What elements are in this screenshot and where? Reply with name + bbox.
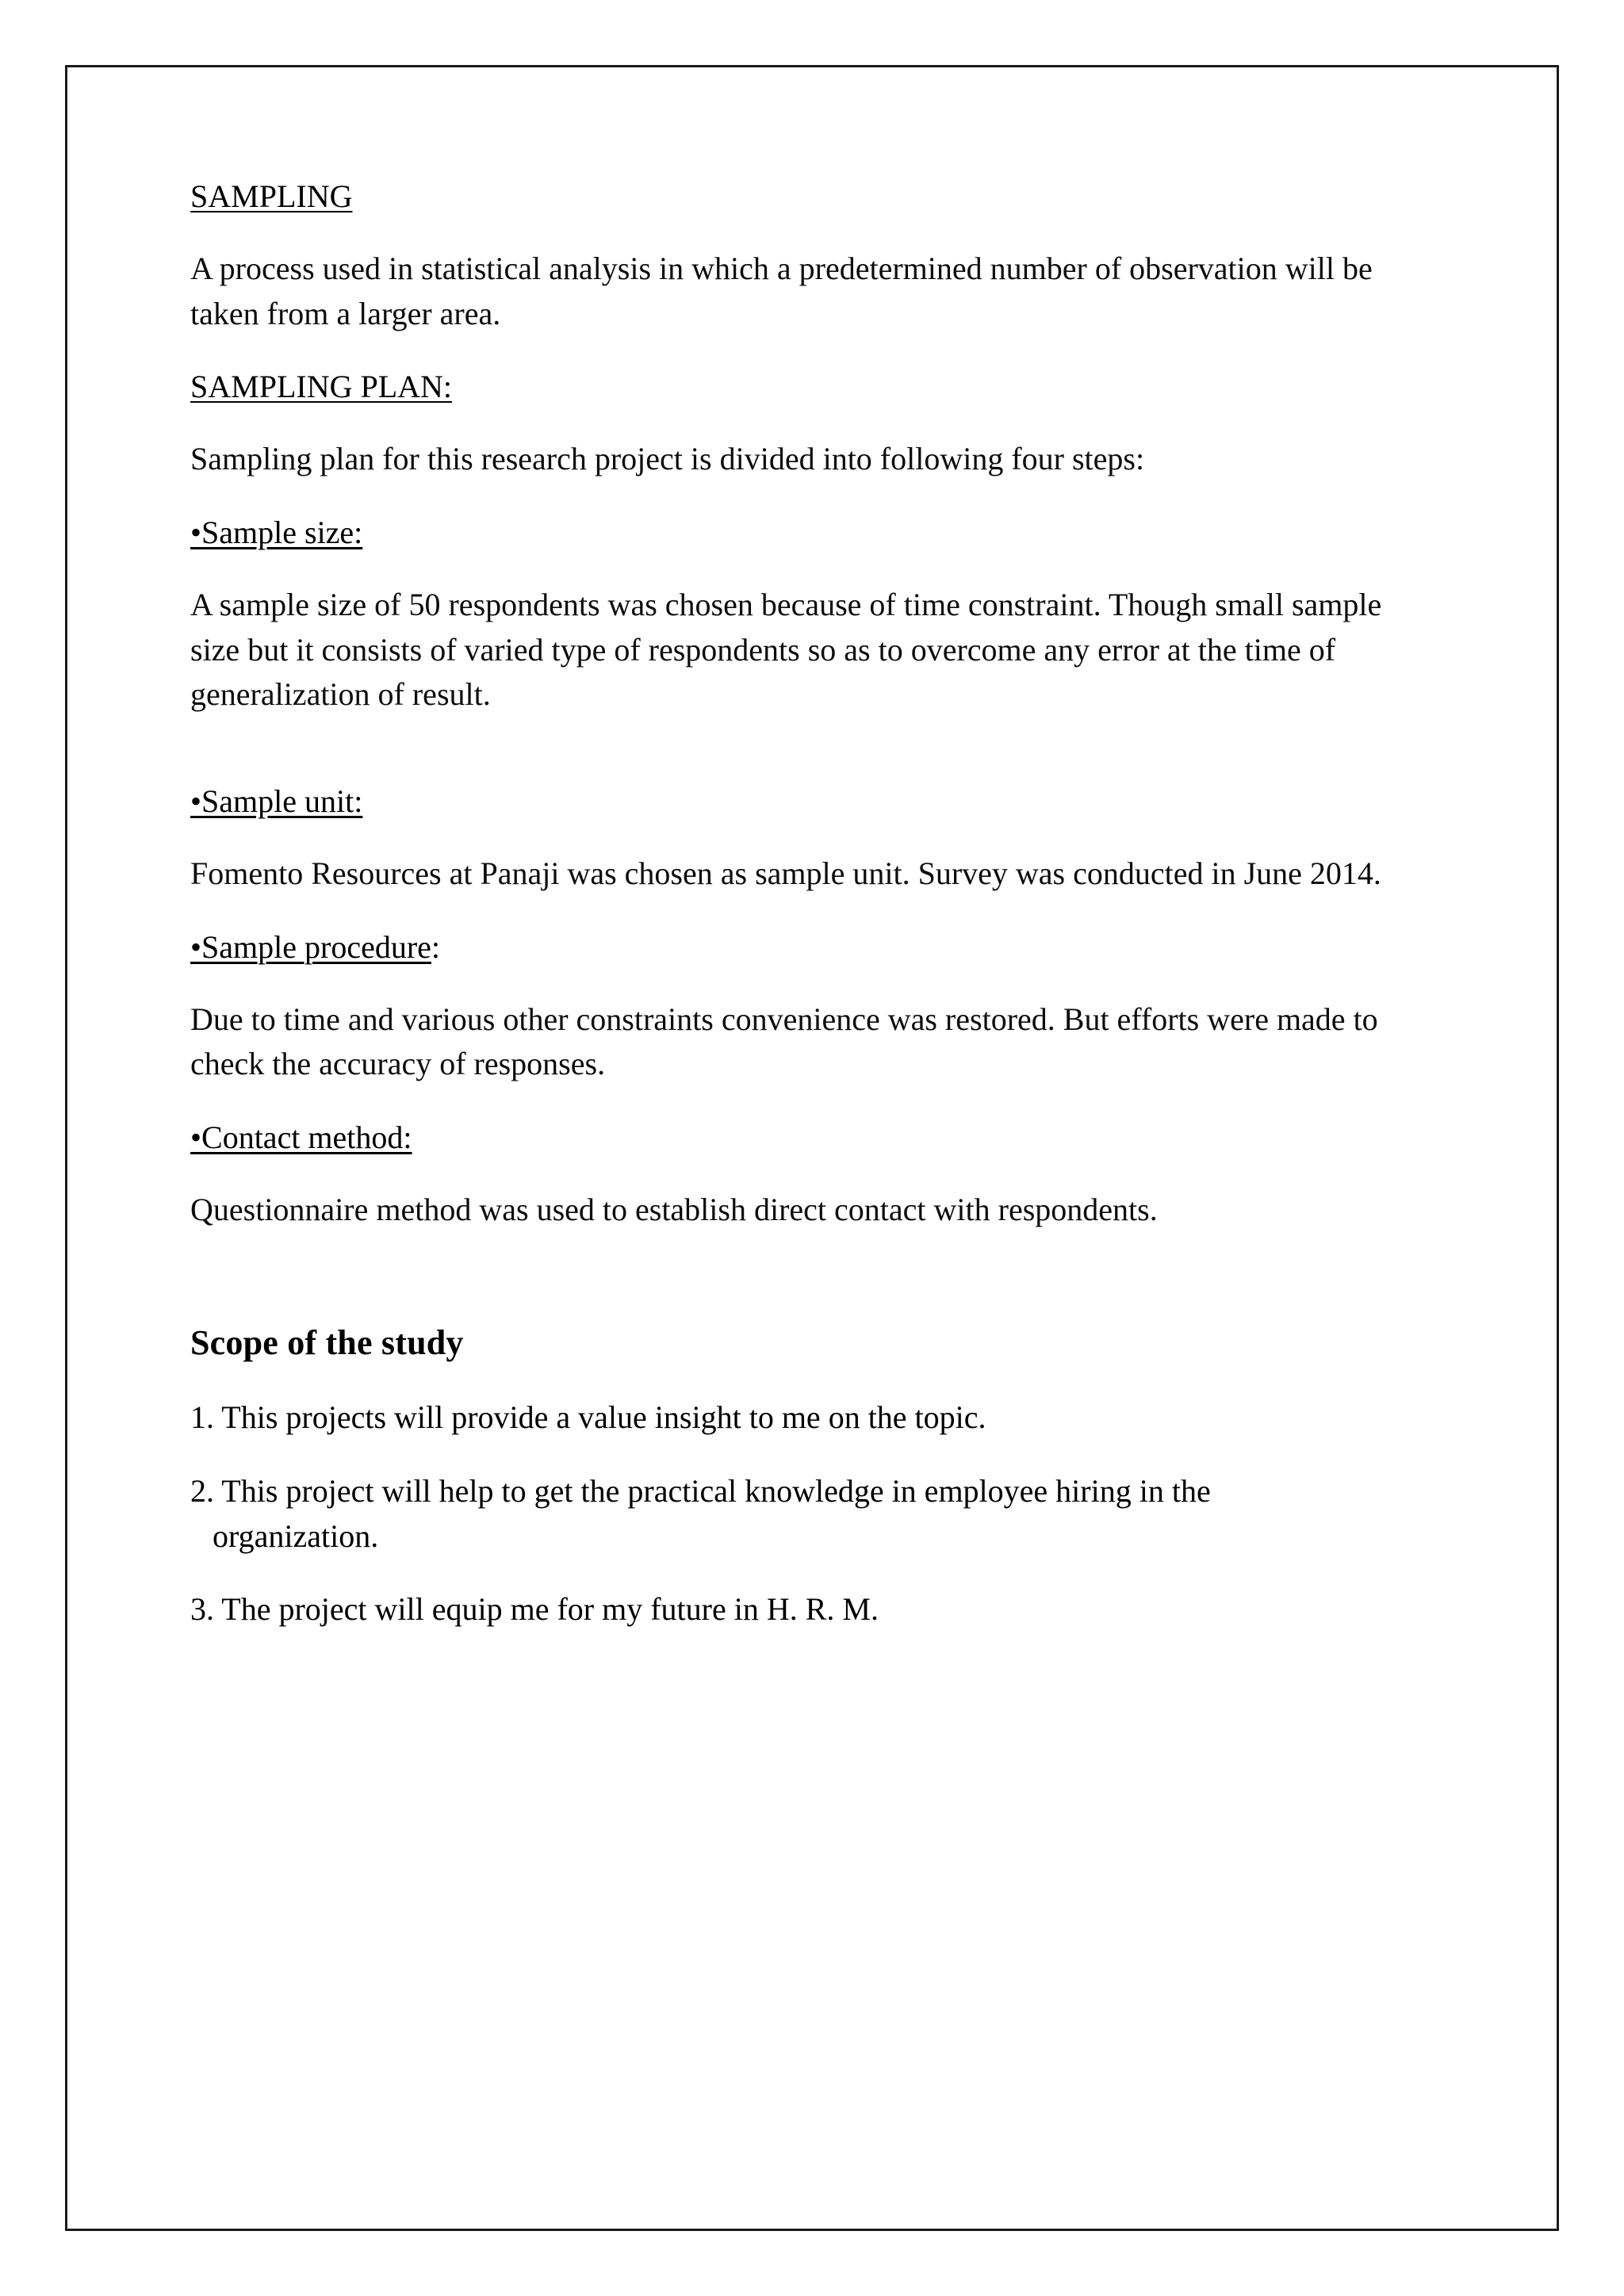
sampling-plan-heading-text: SAMPLING PLAN: xyxy=(190,369,453,405)
sample-unit-body: Fomento Resources at Panaji was chosen as sample unit. Survey was conducted in June 2014. xyxy=(190,855,1381,891)
sample-procedure-body: Due to time and various other constraints convenience was restored. But efforts were made to check the accuracy of responses. xyxy=(190,1001,1378,1082)
bullet-heading-sample-size xyxy=(190,511,1427,556)
sampling-heading xyxy=(190,174,1427,220)
contact-method-body: Questionnaire method was used to establish direct contact with respondents. xyxy=(190,1191,1158,1227)
sampling-body-paragraph: A process used in statistical analysis in which a predetermined number of observation will be taken from a larger area. xyxy=(190,250,1373,331)
bullet-label: Sample procedure xyxy=(201,928,431,965)
bullet-label-suffix: : xyxy=(431,928,441,965)
scope-list-item-2-continuation: organization. xyxy=(213,1517,379,1554)
scope-list-item-2: 2. This project will help to get the practical knowledge in employee hiring in the xyxy=(190,1472,1211,1509)
bullet-heading-sample-unit xyxy=(190,779,1427,825)
scope-list-item-3: 3. The project will equip me for my future in H. R. M. xyxy=(190,1591,879,1628)
sampling-heading-text: SAMPLING xyxy=(190,178,353,214)
bullet-marker: • xyxy=(190,1119,202,1156)
document-content xyxy=(190,174,1427,1661)
bullet-marker: • xyxy=(190,928,202,965)
sampling-plan-heading xyxy=(190,365,1427,410)
spacer xyxy=(190,1261,1427,1320)
bullet-label: Contact method: xyxy=(201,1119,412,1156)
scope-of-study-heading: Scope of the study xyxy=(190,1322,464,1362)
bullet-heading-contact-method xyxy=(190,1115,1427,1161)
bullet-label: Sample unit: xyxy=(201,783,363,820)
sample-size-body: A sample size of 50 respondents was chosen because of time constraint. Though small sample size but it consists of varied type of respondents so as to overcome any error at the time of generalization of result. xyxy=(190,586,1382,713)
page-border xyxy=(65,65,1559,2231)
scope-list-item-1: 1. This projects will provide a value insight to me on the topic. xyxy=(190,1399,986,1435)
bullet-marker: • xyxy=(190,783,202,820)
bullet-label: Sample size: xyxy=(201,514,363,550)
bullet-heading-sample-procedure xyxy=(190,925,1427,970)
sampling-plan-intro-paragraph: Sampling plan for this research project is divided into following four steps: xyxy=(190,441,1145,477)
bullet-marker: • xyxy=(190,514,202,550)
spacer xyxy=(190,746,1427,779)
